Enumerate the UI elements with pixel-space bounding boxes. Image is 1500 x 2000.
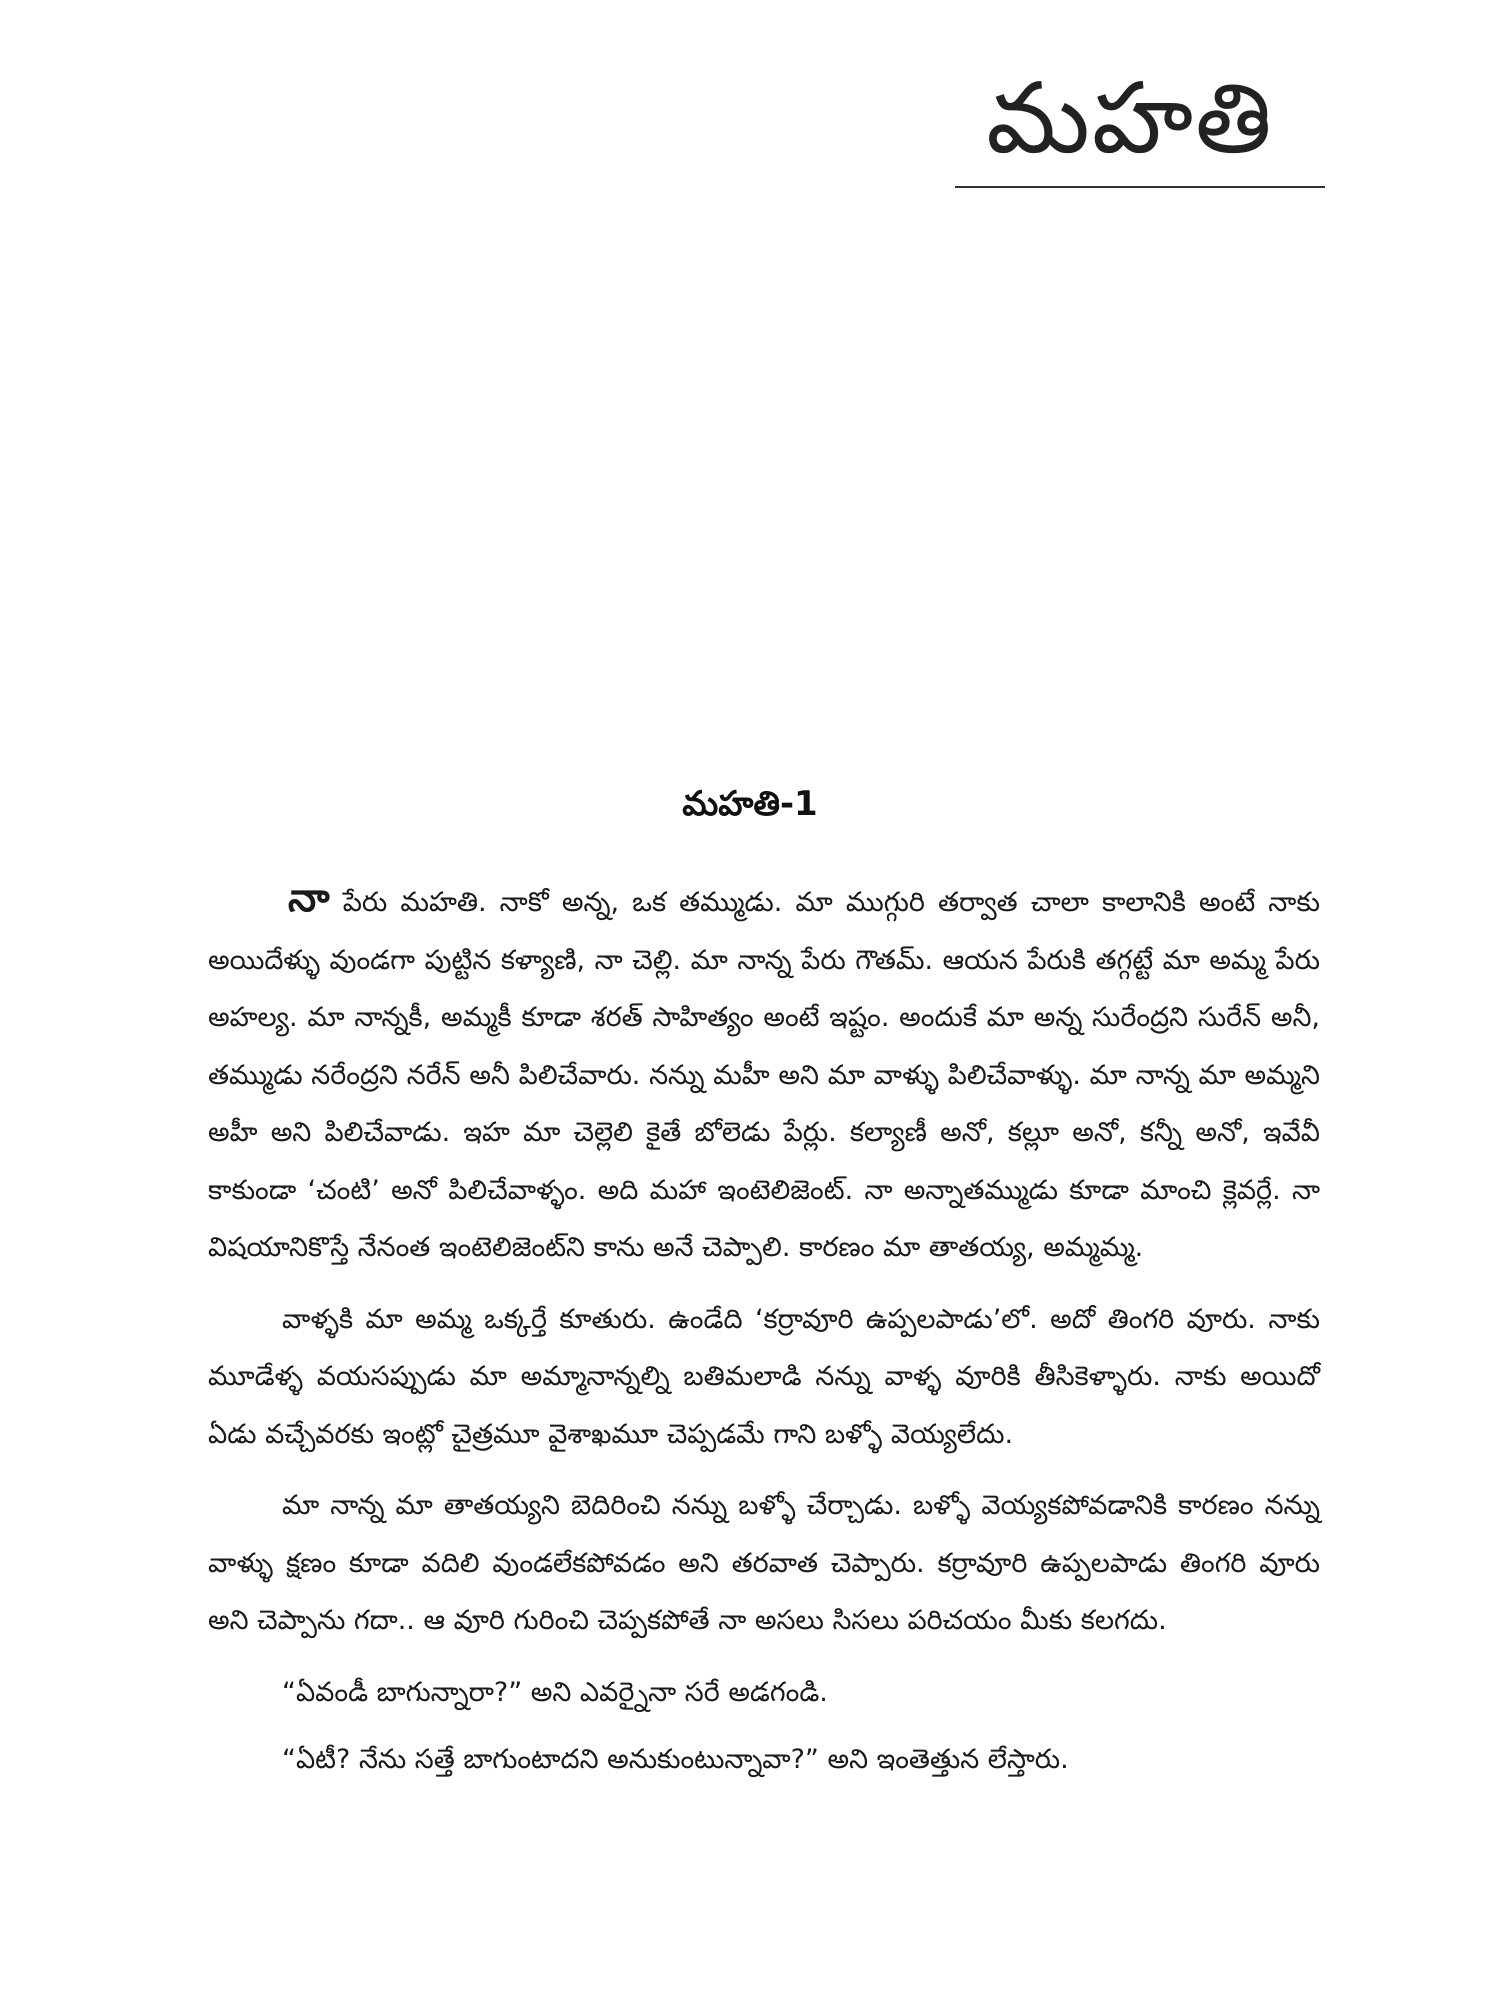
paragraph-3: మా నాన్న మా తాతయ్యని బెదిరించి నన్ను బళ్ళో చేర్చాడు. బళ్ళో వెయ్యకపోవడానికి కారణం నన్ను వాళ్ళు క్షణం కూడా వదిలి వుండలేకపోవడం అని తరవాత చెప్పారు. కర్రావూరి ఉప్పలపాడు తింగరి వూరు అని చెప్పాను గదా.. ఆ వూరి గురించి చెప్పకపోతే నా అసలు సిసలు పరిచయం మీకు కలగదు. (208, 1490, 1320, 1636)
dialogue-line-2: “ఏటీ? నేను సత్తే బాగుంటాదని అనుకుంటున్నావా?” అని ఇంతెత్తున లేస్తారు. (282, 1744, 1069, 1775)
dialogue-line-1: “ఏవండీ బాగున్నారా?” అని ఎవర్నైనా సరే అడగండి. (282, 1676, 828, 1708)
paragraph-2: వాళ్ళకి మా అమ్మ ఒక్కర్తే కూతురు. ఉండేది ‘కర్రావూరి ఉప్పలపాడు’లో. అదో తింగరి వూరు. నాకు మూడేళ్ళ వయసప్పుడు మా అమ్మానాన్నల్ని బతిమలాడి నన్ను వాళ్ళ వూరికి తీసికెళ్ళారు. నాకు అయిదో ఏడు వచ్చేవరకు ఇంట్లో చైత్రమూ వైశాఖమూ చెప్పడమే గాని బళ్ళో వెయ్యలేదు. (208, 1303, 1320, 1450)
paragraph-1 (208, 870, 1320, 1277)
title-underline (955, 186, 1325, 188)
book-title: మహతి (986, 62, 1274, 176)
chapter-body (208, 870, 1320, 1799)
paragraph-1-text: పేరు మహతి. నాకో అన్న, ఒక తమ్ముడు. మా ముగ్గురి తర్వాత చాలా కాలానికి అంటే నాకు అయిదేళ్ళు వుండగా పుట్టిన కళ్యాణి, నా చెల్లి. మా నాన్న పేరు గౌతమ్. ఆయన పేరుకి తగ్గట్టే మా అమ్మ పేరు అహల్య. మా నాన్నకీ, అమ్మకీ కూడా శరత్ సాహిత్యం అంటే ఇష్టం. అందుకే మా అన్న సురేంద్రని సురేన్ అనీ, తమ్ముడు నరేంద్రని నరేన్ అనీ పిలిచేవారు. నన్ను మహీ అని మా వాళ్ళు పిలిచేవాళ్ళు. మా నాన్న మా అమ్మని అహీ అని పిలిచేవాడు. ఇహ మా చెల్లెలి కైతే బోలెడు పేర్లు. కల్యాణీ అనో, కల్లూ అనో, కన్నీ అనో, ఇవేవీ కాకుండా ‘చంటి’ అనో పిలిచేవాళ్ళం. అది మహా ఇంటెలిజెంట్. నా అన్నాతమ్ముడు కూడా మాంచి క్లెవర్లే. నా విషయానికొస్తే నేనంత ఇంటెలిజెంట్‌ని కాను అనే చెప్పాలి. కారణం మా తాతయ్య, అమ్మమ్మ. (208, 887, 1320, 1263)
paragraph-lead-word: నా (288, 875, 330, 921)
chapter-heading: మహతి-1 (682, 784, 818, 824)
book-title-block (940, 58, 1320, 181)
